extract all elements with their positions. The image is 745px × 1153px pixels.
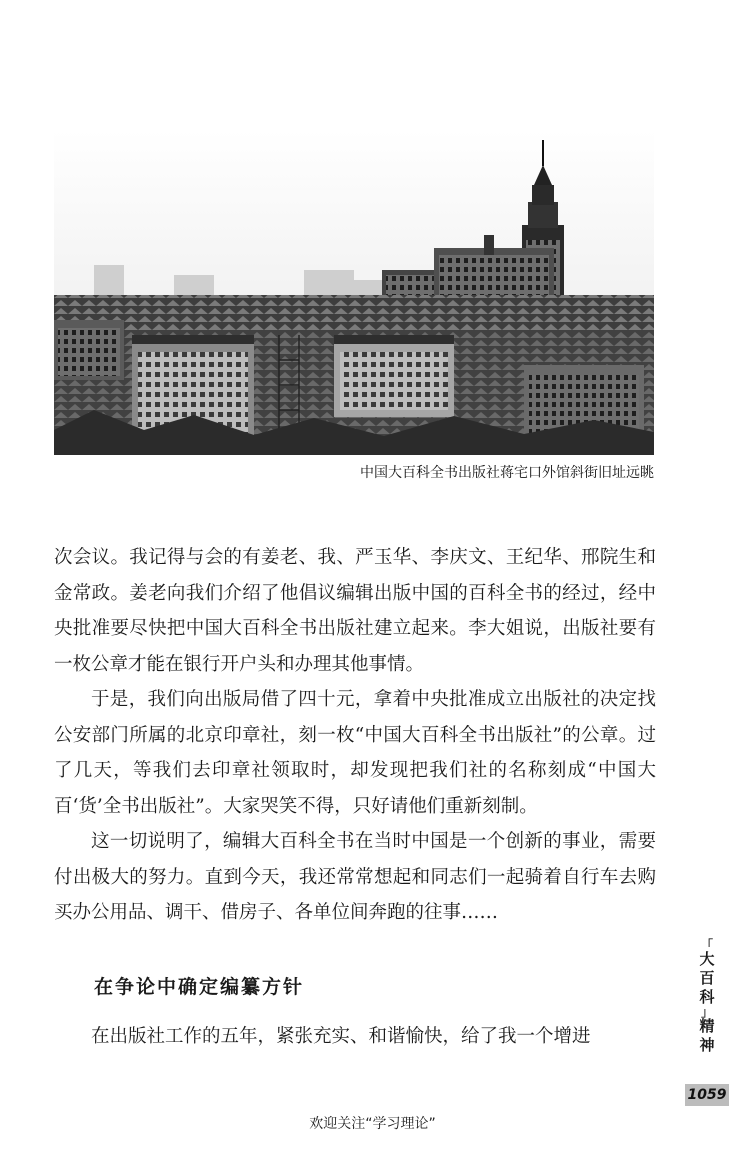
section-heading: 在争论中确定编纂方针: [94, 976, 305, 998]
tab-char: 科: [699, 988, 715, 1006]
tab-char: 百: [699, 969, 715, 987]
page-number: 1059: [685, 1084, 729, 1106]
body-text: [54, 540, 656, 931]
book-section-tab: [692, 940, 722, 1055]
paragraph: 次会议。我记得与会的有姜老、我、严玉华、李庆文、王纪华、邢院生和金常政。姜老向我们介绍了他倡议编辑出版中国的百科全书的经过，经中央批准要尽快把中国大百科全书出版社建立起来。李大姐说，出版社要有一枚公章才能在银行开户头和办理其他事情。: [54, 547, 656, 675]
photo-caption: 中国大百科全书出版社蒋宅口外馆斜街旧址远眺: [360, 465, 654, 481]
tab-char: 大: [699, 950, 715, 968]
city-skyline-photo: [54, 130, 654, 455]
skyline-illustration: [54, 130, 654, 455]
tab-char: 神: [699, 1036, 715, 1054]
footer-note: 欢迎关注“学习理论”: [309, 1116, 436, 1132]
close-bracket: 」: [700, 1005, 713, 1019]
section-first-line: 在出版社工作的五年，紧张充实、和谐愉快，给了我一个增进: [91, 1026, 591, 1047]
tab-char: 精: [699, 1017, 715, 1035]
paragraph: 于是，我们向出版局借了四十元，拿着中央批准成立出版社的决定找公安部门所属的北京印章社，刻一枚“中国大百科全书出版社”的公章。过了几天，等我们去印章社领取时，却发现把我们社的名称刻成“中国大百‘货’全书出版社”。大家哭笑不得，只好请他们重新刻制。: [54, 689, 656, 817]
paragraph: 这一切说明了，编辑大百科全书在当时中国是一个创新的事业，需要付出极大的努力。直到今天，我还常常想起和同志们一起骑着自行车去购买办公用品、调干、借房子、各单位间奔跑的往事……: [54, 831, 656, 923]
open-bracket: 「: [700, 938, 713, 952]
